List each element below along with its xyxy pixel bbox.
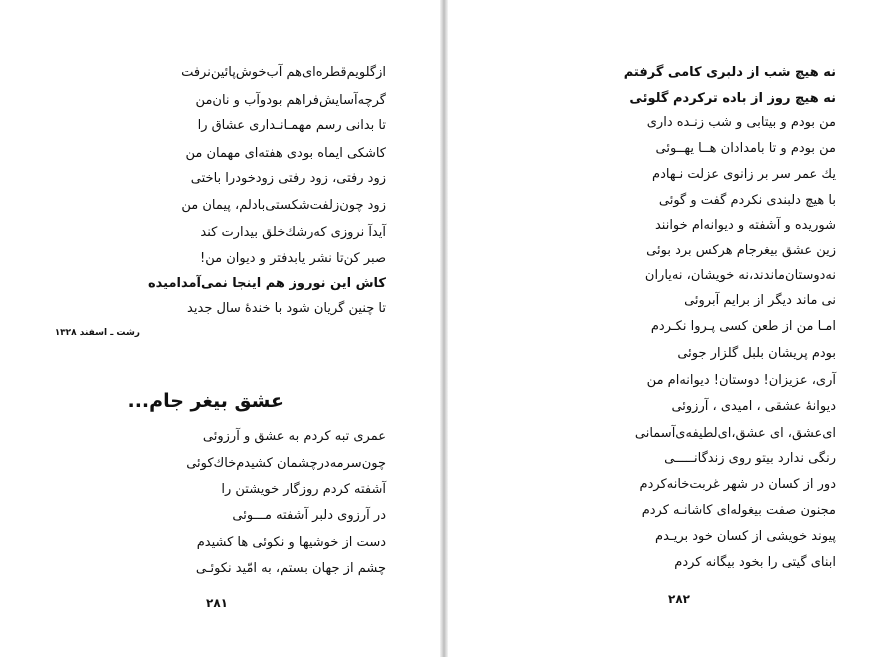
- page-number: ۲۸۱: [206, 596, 228, 610]
- left-page: [0, 0, 440, 657]
- page-number: ۲۸۲: [668, 592, 690, 606]
- poem-line: زود رفتی، زود رفتی زودخودرا باختی: [190, 171, 386, 186]
- poem-line: با هیچ دلبندی نکردم گفت و گوئی: [658, 193, 836, 208]
- poem-line: ای‌عشق، ای عشق،ای‌لطیفه‌ی‌آسمانی: [634, 426, 836, 441]
- poem-line: چون‌سرمه‌درچشمان کشیدم‌خاك‌کوئی: [186, 456, 386, 471]
- poem-line: نه هیچ روز از باده ترکردم گلوئی: [629, 91, 836, 106]
- poem-line: نه هیچ شب از دلبری کامی گرفتم: [623, 65, 836, 80]
- poem-line: صبر کن‌تا نشر یابدفتر و دیوان من!: [200, 251, 386, 266]
- poem-line: دست از خوشیها و نکوئی ها کشیدم: [196, 535, 386, 550]
- poem-line: گرچه‌آسایش‌فراهم بودوآب و نان‌من: [195, 93, 386, 108]
- poem-line: شوریده و آشفته و دیوانه‌ام خوانند: [654, 218, 836, 233]
- poem-line: دیوانهٔ عشقی ، امیدی ، آرزوئی: [671, 399, 836, 414]
- poem-line: يك عمر سر بر زانوی عزلت نـهادم: [652, 167, 836, 182]
- poem-line: ابنای گیتی را بخود بیگانه کردم: [674, 555, 836, 570]
- book-gutter: [440, 0, 448, 657]
- poem-line: آیدآ نروزی کەرشك‌خلق بیدارت کند: [200, 225, 386, 240]
- poem-date: رشت ـ اسفند ۱۳۲۸: [54, 328, 140, 338]
- poem-line: عمری تبه کردم به عشق و آرزوئی: [202, 429, 386, 444]
- poem-line: مجنون صفت بیغوله‌ای کاشانـه کردم: [641, 503, 836, 518]
- poem-line: چشم از جهان بستم، به امّید نکوئـی: [195, 561, 386, 576]
- poem-line: آری، عزیزان! دوستان! دیوانه‌ام من: [646, 373, 836, 388]
- poem-line: زود چون‌زلفت‌شکستی‌بادلم، پیمان من: [181, 198, 386, 213]
- poem-line: من بودم و بیتابی و شب زنـده داری: [646, 115, 836, 130]
- poem-line: پیوند خویشی از کسان خود بریـدم: [655, 529, 836, 544]
- poem-line: نی ماند دیگر از برایم آبروئی: [684, 293, 836, 308]
- poem-line: نەدوستان‌ماندند،نه خویشان، نەیاران: [644, 268, 836, 283]
- poem-line: دور از کسان در شهر غربت‌خانه‌کردم: [639, 477, 836, 492]
- poem-line: امـا من از طعن کسی پـروا نکـردم: [650, 319, 836, 334]
- right-page: [448, 0, 884, 657]
- poem-line: زین عشق بیغرجام هرکس برد بوئی: [646, 243, 836, 258]
- poem-line: بودم پریشان بلبل گلزار جوئی: [677, 346, 836, 361]
- poem-line: تا چنین گریان شود با خندهٔ سال جدید: [187, 301, 386, 316]
- poem-line: آشفته کردم روزگار خویشتن را: [221, 482, 386, 497]
- poem-heading: عشق بیغر جام...: [127, 390, 284, 412]
- poem-line: ازگلویم‌قطره‌ای‌هم آب‌خوش‌پائین‌نرفت: [181, 65, 386, 80]
- poem-line: کاشکی ایماه بودی هفته‌ای مهمان من: [185, 146, 386, 161]
- poem-line: رنگی ندارد بیتو روی زندگانـــــی: [664, 451, 836, 466]
- poem-line: در آرزوی دلبر آشفته مـــوئی: [232, 508, 386, 523]
- poem-line: کاش این نوروز هم اینجا نمی‌آمدامیده: [148, 276, 386, 291]
- poem-line: تا بدانی رسم مهمـانـداری عشاق را: [197, 118, 386, 133]
- poem-line: من بودم و تا بامدادان هــا یهــوئی: [655, 141, 836, 156]
